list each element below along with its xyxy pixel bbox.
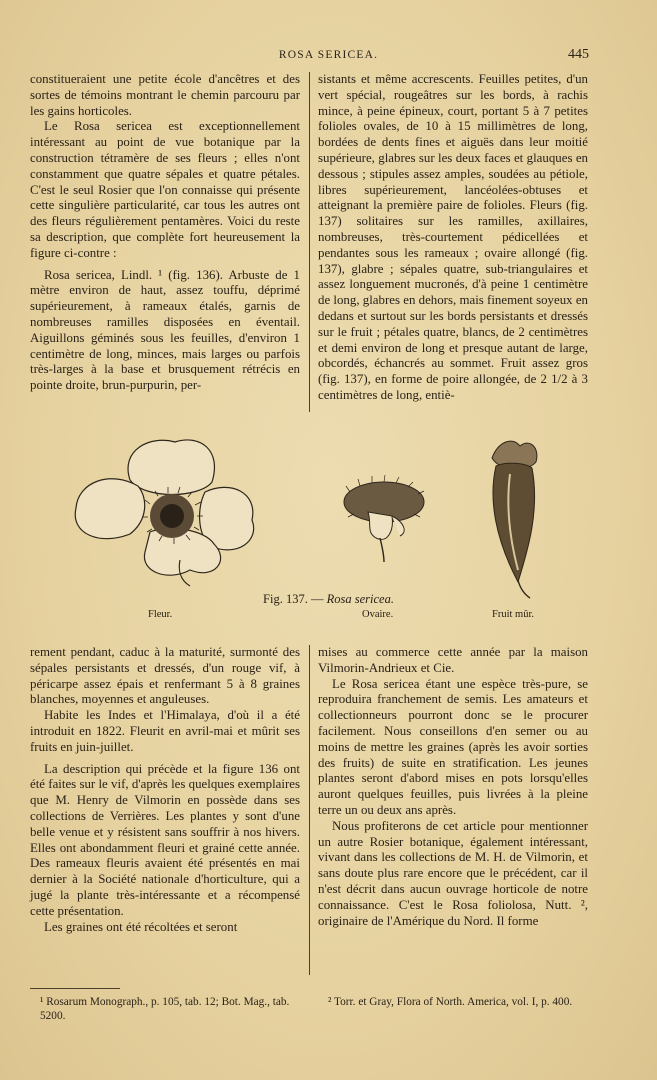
paragraph: rement pendant, caduc à la maturité, surmonté des sépales persistants et dressés, d'un rouge vif, à péricarpe assez épais et renfermant 5 à 8 graines blanches, moyennes et anguleuses. (30, 645, 300, 707)
footnote-1: ¹ Rosarum Monograph., p. 105, tab. 12; Bot. Mag., tab. 5200. (40, 996, 290, 1022)
footnote-2: ² Torr. et Gray, Flora of North. America, vol. I, p. 400. (328, 996, 573, 1008)
ripe-fruit-drawing (492, 441, 537, 598)
running-title: ROSA SERICEA. (278, 49, 379, 61)
column-top-right (318, 72, 588, 404)
label-ripe-fruit: Fruit mûr. (492, 609, 535, 620)
paragraph: Nous profiterons de cet article pour mentionner un autre Rosier botanique, également intéressant, vivant dans les collections de M. H. de Vilmorin, et sans doute plus rare encore que le précédent, car il n'est décrit dans aucun ouvrage horticole de notre connaissance. C'est le Rosa foliolosa, Nutt. ², originaire de l'Amérique du Nord. Il forme (318, 818, 588, 928)
label-flower: Fleur. (148, 609, 173, 620)
column-divider (309, 645, 310, 975)
column-bottom-left (30, 645, 300, 935)
figure-caption (0, 592, 657, 607)
paragraph: Les graines ont été récoltées et seront (44, 919, 238, 934)
label-ovary: Ovaire. (362, 609, 394, 620)
paragraph: constitueraient une petite école d'ancêtres et des sortes de témoins montrant le chemin parcouru par les gains horticoles. (30, 72, 300, 118)
paragraph: sistants et même accrescents. Feuilles petites, d'un vert spécial, rougeâtres sur les bords, à rachis mince, à peine épineux, court, portant 5 à 7 petites folioles ovales, de 10 à 15 millimètres de long, bordées de dents fines et aiguës dans leur moitié supérieure, glabres sur les deux faces et glauques en dessous ; stipules assez amples, soudées au pétiole, libres supérieurement, lancéolées-obtuses et atteignant la première paire de folioles. Fleurs (fig. 137) solitaires sur les ramilles, axillaires, nombreuses, très-courtement pédicellées et pendantes sous les rameaux ; ovaire allongé (fig. 137), glabre ; sépales quatre, sub-triangulaires et assez longuement mucronés, d'à peine 1 centimètre de long, glabres en dehors, mais finement soyeux en dedans et surtout sur les bords persistants et dressés sur le fruit ; pétales quatre, blancs, de 2 centimètres et demi environ de long et presque autant de large, obcordés, échancrés au sommet. Fruit assez gros (fig. 137), en forme de poire allongée, de 2 1/2 à 3 centimètres de long, entiè- (318, 72, 588, 402)
rose-illustration (0, 420, 657, 600)
column-top-left (30, 72, 300, 394)
flower-drawing (75, 440, 253, 586)
paragraph: Rosa sericea, Lindl. ¹ (fig. 136). Arbuste de 1 mètre environ de haut, assez touffu, déprimé supérieurement, à rameaux étalés, garnis de nombreuses ramilles disposées en éventail. Aiguillons géminés sous les feuilles, d'environ 1 centimètre de long, minces, mais larges ou parfois très-larges à la base et brusquement rétrécis en pointe droite, brun-purpurin, per- (30, 267, 300, 393)
paragraph: Le Rosa sericea étant une espèce très-pure, se reproduira franchement de semis. Les amateurs et collectionneurs pourront donc se le procurer facilement. Nous conseillons d'en semer ou au moins de mettre les graines (après les avoir sorties des fruits) de suite en stratification. Les jeunes plantes seront d'abord mises en pots lorsqu'elles auront quelques feuilles, puis livrées à la pleine terre un ou deux ans après. (318, 676, 588, 817)
column-bottom-right (318, 645, 588, 929)
paragraph: La description qui précède et la figure 136 ont été faites sur le vif, d'après les quelques exemplaires que M. Henry de Vilmorin en possède dans ses collections de Verrières. Les plantes y sont d'une belle venue et y résistent sans souffrir à nos hivers. Elles ont abondamment fleuri et grainé cette année. Des rameaux fleuris avaient été présentés en mai dernier à la Société nationale d'horticulture, qui a jugé la plante très-intéressante et a récompensé cette présentation. (30, 761, 300, 918)
column-divider (309, 72, 310, 412)
caption-species: Rosa sericea. (326, 592, 394, 606)
paragraph: Le Rosa sericea est exceptionnellement intéressant au point de vue botanique par la construction tétramère de ses fleurs ; elles n'ont constamment que quatre sépales et quatre pétales. C'est le seul Rosier que l'on connaisse qui présente cette singulière particularité, car tous les autres ont des fleurs régulièrement pentamères. Voici du reste sa description, que complète fort heureusement la figure ci-contre : (30, 119, 300, 260)
paragraph: Habite les Indes et l'Himalaya, d'où il a été introduit en 1822. Fleurit en avril-mai et mûrit ses fruits en juin-juillet. (30, 708, 300, 754)
page-number: 445 (568, 47, 589, 62)
ovary-drawing (344, 475, 424, 562)
paragraph: mises au commerce cette année par la maison Vilmorin-Andrieux et Cie. (318, 645, 588, 675)
caption-prefix: Fig. 137. — (263, 592, 324, 606)
footnote-rule (30, 988, 120, 989)
running-header (0, 47, 657, 65)
